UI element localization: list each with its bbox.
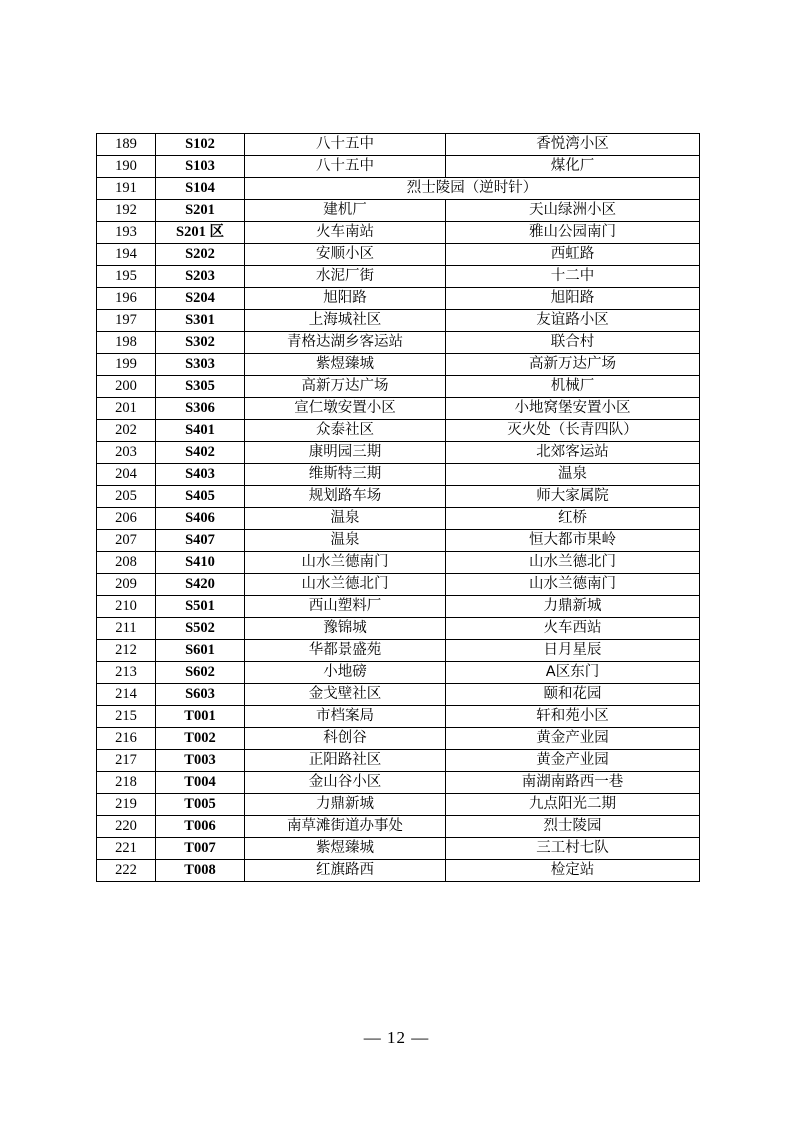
cell-end-station: 轩和苑小区 [446,706,700,728]
cell-index: 213 [97,662,156,684]
cell-route-code: S407 [156,530,245,552]
cell-route-code: T002 [156,728,245,750]
cell-end-station: 颐和花园 [446,684,700,706]
cell-end-station: 高新万达广场 [446,354,700,376]
cell-index: 196 [97,288,156,310]
table-row [97,486,700,508]
cell-end-station: A区东门 [446,662,700,684]
cell-route-code: S603 [156,684,245,706]
table-row [97,288,700,310]
cell-start-station: 上海城社区 [245,310,446,332]
cell-index: 189 [97,134,156,156]
table-row [97,596,700,618]
cell-end-station: 火车西站 [446,618,700,640]
cell-index: 195 [97,266,156,288]
cell-route-code: S203 [156,266,245,288]
cell-start-station: 紫煜臻城 [245,354,446,376]
cell-route-code: T004 [156,772,245,794]
cell-route-code: T003 [156,750,245,772]
cell-end-station: 小地窝堡安置小区 [446,398,700,420]
cell-start-station: 小地磅 [245,662,446,684]
cell-end-station: 三工村七队 [446,838,700,860]
cell-index: 193 [97,222,156,244]
table-row [97,574,700,596]
cell-index: 209 [97,574,156,596]
cell-index: 210 [97,596,156,618]
cell-start-station: 八十五中 [245,156,446,178]
cell-start-station: 规划路车场 [245,486,446,508]
table-row [97,464,700,486]
cell-route-code: S301 [156,310,245,332]
cell-route-code: S306 [156,398,245,420]
cell-index: 211 [97,618,156,640]
table-row [97,750,700,772]
cell-route-code: S202 [156,244,245,266]
cell-route-code: S402 [156,442,245,464]
cell-end-station: 机械厂 [446,376,700,398]
table-row [97,728,700,750]
cell-index: 197 [97,310,156,332]
cell-route-code: T006 [156,816,245,838]
cell-start-station: 金戈壁社区 [245,684,446,706]
cell-route-code: S204 [156,288,245,310]
cell-route-code: S303 [156,354,245,376]
cell-end-station: 北郊客运站 [446,442,700,464]
cell-route-code: S403 [156,464,245,486]
table-row [97,772,700,794]
table-row [97,442,700,464]
cell-route-code: T001 [156,706,245,728]
cell-end-station: 力鼎新城 [446,596,700,618]
cell-route-code: S104 [156,178,245,200]
cell-end-station: 联合村 [446,332,700,354]
cell-start-station: 红旗路西 [245,860,446,882]
table-row [97,156,700,178]
cell-start-station: 宣仁墩安置小区 [245,398,446,420]
cell-start-station: 紫煜臻城 [245,838,446,860]
table-row [97,640,700,662]
cell-end-station: 香悦湾小区 [446,134,700,156]
bus-routes-table-wrapper [96,133,697,882]
table-row [97,706,700,728]
cell-start-station: 华都景盛苑 [245,640,446,662]
cell-start-station: 安顺小区 [245,244,446,266]
cell-end-station: 友谊路小区 [446,310,700,332]
cell-index: 216 [97,728,156,750]
cell-route-code: S601 [156,640,245,662]
cell-index: 222 [97,860,156,882]
cell-start-station: 温泉 [245,508,446,530]
cell-end-station: 温泉 [446,464,700,486]
table-row [97,860,700,882]
table-row [97,420,700,442]
cell-index: 219 [97,794,156,816]
table-row [97,266,700,288]
cell-index: 217 [97,750,156,772]
table-row [97,376,700,398]
cell-end-station: 黄金产业园 [446,750,700,772]
cell-index: 190 [97,156,156,178]
cell-start-station: 康明园三期 [245,442,446,464]
cell-route-code: S406 [156,508,245,530]
cell-index: 215 [97,706,156,728]
cell-index: 208 [97,552,156,574]
table-row [97,816,700,838]
cell-route-code: T007 [156,838,245,860]
cell-start-station: 力鼎新城 [245,794,446,816]
cell-index: 200 [97,376,156,398]
cell-end-station: 检定站 [446,860,700,882]
cell-start-station: 青格达湖乡客运站 [245,332,446,354]
page-number: — 12 — [363,1028,430,1047]
table-row [97,178,700,200]
cell-route-code: S401 [156,420,245,442]
cell-end-station: 天山绿洲小区 [446,200,700,222]
cell-route-code: S201 [156,200,245,222]
table-row [97,200,700,222]
cell-start-station: 温泉 [245,530,446,552]
cell-start-station: 西山塑料厂 [245,596,446,618]
cell-index: 198 [97,332,156,354]
cell-route-code: S201 区 [156,222,245,244]
cell-start-station: 火车南站 [245,222,446,244]
cell-index: 205 [97,486,156,508]
cell-route-code: S305 [156,376,245,398]
table-row [97,552,700,574]
cell-route-code: S405 [156,486,245,508]
cell-end-station: 旭阳路 [446,288,700,310]
cell-route-code: S502 [156,618,245,640]
cell-start-station: 山水兰德南门 [245,552,446,574]
cell-start-station: 正阳路社区 [245,750,446,772]
cell-end-station: 灭火处（长青四队） [446,420,700,442]
cell-start-station: 金山谷小区 [245,772,446,794]
cell-end-station: 西虹路 [446,244,700,266]
cell-end-station: 烈士陵园 [446,816,700,838]
cell-start-station: 山水兰德北门 [245,574,446,596]
cell-end-station: 黄金产业园 [446,728,700,750]
cell-route-code: S103 [156,156,245,178]
cell-start-station: 高新万达广场 [245,376,446,398]
cell-end-station: 山水兰德南门 [446,574,700,596]
cell-index: 204 [97,464,156,486]
table-row [97,662,700,684]
table-row [97,398,700,420]
cell-route-code: S420 [156,574,245,596]
cell-end-station: 九点阳光二期 [446,794,700,816]
cell-index: 212 [97,640,156,662]
cell-index: 214 [97,684,156,706]
table-row [97,354,700,376]
cell-end-station: 红桥 [446,508,700,530]
table-row [97,222,700,244]
cell-end-station: 恒大都市果岭 [446,530,700,552]
table-row [97,684,700,706]
cell-route-code: T005 [156,794,245,816]
bus-routes-table [96,133,700,882]
table-row [97,508,700,530]
cell-start-station: 豫锦城 [245,618,446,640]
cell-route-code: S501 [156,596,245,618]
cell-route-code: S302 [156,332,245,354]
cell-index: 201 [97,398,156,420]
cell-start-station: 南草滩街道办事处 [245,816,446,838]
cell-index: 221 [97,838,156,860]
cell-end-station: 日月星辰 [446,640,700,662]
cell-end-station: 山水兰德北门 [446,552,700,574]
table-row [97,310,700,332]
cell-index: 192 [97,200,156,222]
cell-route-code: S602 [156,662,245,684]
cell-route-loop: 烈士陵园（逆时针） [245,178,700,200]
table-body [97,134,700,882]
cell-index: 207 [97,530,156,552]
table-row [97,332,700,354]
cell-index: 218 [97,772,156,794]
table-row [97,794,700,816]
table-row [97,618,700,640]
cell-route-code: S410 [156,552,245,574]
cell-end-station: 十二中 [446,266,700,288]
cell-end-station: 雅山公园南门 [446,222,700,244]
cell-route-code: S102 [156,134,245,156]
table-row [97,530,700,552]
cell-index: 203 [97,442,156,464]
cell-start-station: 八十五中 [245,134,446,156]
cell-start-station: 建机厂 [245,200,446,222]
cell-start-station: 市档案局 [245,706,446,728]
table-row [97,838,700,860]
cell-route-code: T008 [156,860,245,882]
table-row [97,244,700,266]
cell-end-station: 煤化厂 [446,156,700,178]
cell-start-station: 水泥厂街 [245,266,446,288]
cell-start-station: 众泰社区 [245,420,446,442]
cell-index: 206 [97,508,156,530]
cell-index: 202 [97,420,156,442]
cell-start-station: 旭阳路 [245,288,446,310]
cell-index: 191 [97,178,156,200]
cell-start-station: 维斯特三期 [245,464,446,486]
cell-start-station: 科创谷 [245,728,446,750]
cell-index: 199 [97,354,156,376]
cell-end-station: 师大家属院 [446,486,700,508]
cell-index: 220 [97,816,156,838]
table-row [97,134,700,156]
cell-index: 194 [97,244,156,266]
cell-end-station: 南湖南路西一巷 [446,772,700,794]
